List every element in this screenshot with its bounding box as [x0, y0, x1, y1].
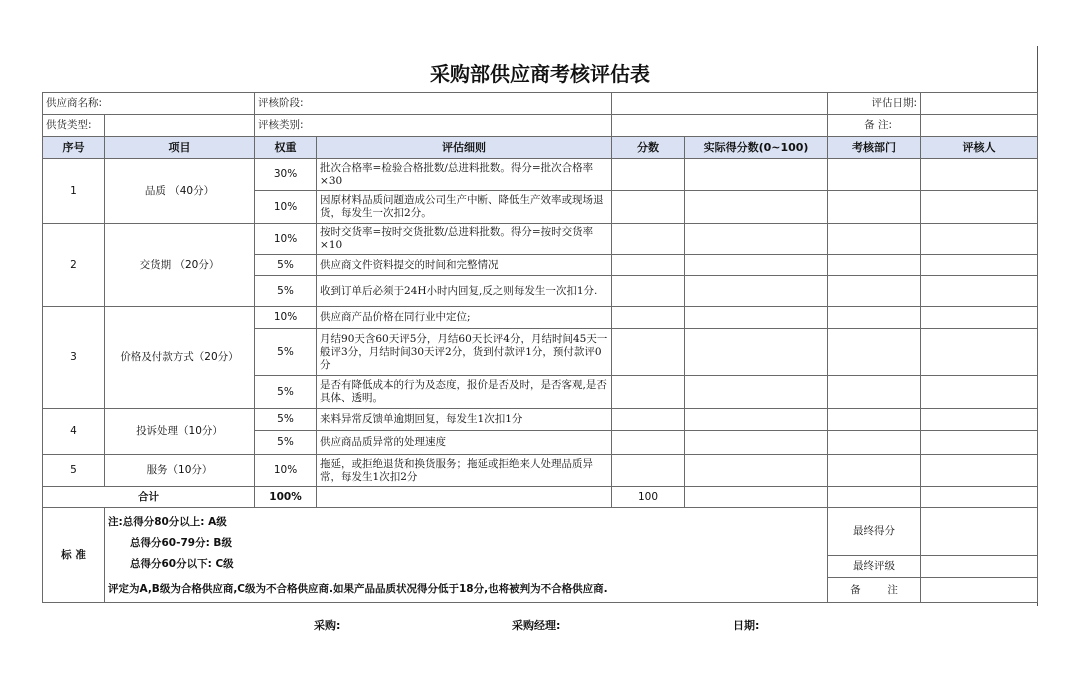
weight-cell: 5% — [255, 276, 317, 307]
actual-score-cell[interactable] — [685, 376, 828, 409]
header-score: 分数 — [612, 137, 685, 159]
actual-score-cell[interactable] — [685, 307, 828, 329]
date-label: 评估日期: — [828, 93, 921, 115]
department-cell[interactable] — [828, 224, 921, 255]
group-no: 1 — [43, 159, 105, 224]
detail-cell: 供应商品质异常的处理速度 — [317, 431, 612, 455]
department-cell[interactable] — [828, 409, 921, 431]
total-row — [43, 487, 1038, 508]
table-row — [43, 409, 1038, 431]
total-reviewer-cell[interactable] — [921, 487, 1038, 508]
page-title: 采购部供应商考核评估表 — [430, 62, 650, 86]
score-cell[interactable] — [612, 255, 685, 276]
supply-type-value-cell[interactable] — [105, 115, 255, 137]
standard-row-3 — [43, 578, 1038, 603]
header-actual-score: 实际得分数(0~100) — [685, 137, 828, 159]
actual-score-cell[interactable] — [685, 409, 828, 431]
category-label: 评核类别: — [255, 115, 612, 137]
score-cell[interactable] — [612, 224, 685, 255]
detail-cell: 按时交货率=按时交货批数/总进料批数。得分=按时交货率×10 — [317, 224, 612, 255]
remark-label: 备 注: — [828, 115, 921, 137]
grade-a-note: 注:总得分80分以上: A级 — [108, 516, 227, 528]
score-cell[interactable] — [612, 409, 685, 431]
reviewer-cell[interactable] — [921, 224, 1038, 255]
group-item: 价格及付款方式（20分） — [105, 307, 255, 409]
score-cell[interactable] — [612, 307, 685, 329]
group-item: 服务（10分） — [105, 455, 255, 487]
detail-cell: 来料异常反馈单逾期回复，每发生1次扣1分 — [317, 409, 612, 431]
total-label: 合计 — [43, 487, 255, 508]
remark-value-cell[interactable] — [921, 115, 1038, 137]
detail-cell: 供应商文件资料提交的时间和完整情况 — [317, 255, 612, 276]
manager-signature-label: 采购经理: — [512, 619, 561, 632]
department-cell[interactable] — [828, 329, 921, 376]
group-no: 5 — [43, 455, 105, 487]
reviewer-cell[interactable] — [921, 431, 1038, 455]
actual-score-cell[interactable] — [685, 329, 828, 376]
final-remark-cell[interactable] — [921, 578, 1038, 603]
supply-type-label: 供货类型: — [43, 115, 105, 137]
reviewer-cell[interactable] — [921, 276, 1038, 307]
reviewer-cell[interactable] — [921, 255, 1038, 276]
stage-value-cell[interactable] — [612, 93, 828, 115]
weight-cell: 30% — [255, 159, 317, 191]
buyer-signature-label: 采购: — [314, 619, 341, 632]
detail-cell: 供应商产品价格在同行业中定位; — [317, 307, 612, 329]
signature-footer — [0, 617, 1080, 633]
score-cell[interactable] — [612, 455, 685, 487]
score-cell[interactable] — [612, 159, 685, 191]
category-value-cell[interactable] — [612, 115, 828, 137]
actual-score-cell[interactable] — [685, 255, 828, 276]
total-department-cell[interactable] — [828, 487, 921, 508]
department-cell[interactable] — [828, 255, 921, 276]
group-item: 交货期 （20分） — [105, 224, 255, 307]
reviewer-cell[interactable] — [921, 409, 1038, 431]
weight-cell: 5% — [255, 431, 317, 455]
table-row — [43, 307, 1038, 329]
final-score-label: 最终得分 — [828, 508, 921, 556]
actual-score-cell[interactable] — [685, 431, 828, 455]
evaluation-table — [42, 92, 1038, 603]
department-cell[interactable] — [828, 431, 921, 455]
group-item: 投诉处理（10分） — [105, 409, 255, 455]
final-grade-cell[interactable] — [921, 556, 1038, 578]
date-signature-label: 日期: — [733, 619, 760, 632]
grade-notes — [105, 508, 828, 578]
table-row — [43, 455, 1038, 487]
score-cell[interactable] — [612, 191, 685, 224]
weight-cell: 10% — [255, 191, 317, 224]
reviewer-cell[interactable] — [921, 376, 1038, 409]
group-no: 3 — [43, 307, 105, 409]
supplier-name-label: 供应商名称: — [43, 93, 255, 115]
total-detail-cell — [317, 487, 612, 508]
group-no: 4 — [43, 409, 105, 455]
info-row-1 — [43, 93, 1038, 115]
table-row — [43, 224, 1038, 255]
detail-cell: 批次合格率=检验合格批数/总进料批数。得分=批次合格率×30 — [317, 159, 612, 191]
table-row — [43, 159, 1038, 191]
header-item: 项目 — [105, 137, 255, 159]
final-grade-label: 最终评级 — [828, 556, 921, 578]
weight-cell: 10% — [255, 307, 317, 329]
weight-cell: 5% — [255, 409, 317, 431]
total-score: 100 — [612, 487, 685, 508]
grade-b-note: 总得分60-79分: B级 — [130, 537, 232, 549]
final-remark-label: 备 注 — [828, 578, 921, 603]
department-cell[interactable] — [828, 376, 921, 409]
info-row-2 — [43, 115, 1038, 137]
weight-cell: 5% — [255, 376, 317, 409]
score-cell[interactable] — [612, 276, 685, 307]
grade-c-note: 总得分60分以下: C级 — [130, 558, 234, 570]
actual-score-cell[interactable] — [685, 455, 828, 487]
reviewer-cell[interactable] — [921, 329, 1038, 376]
actual-score-cell[interactable] — [685, 159, 828, 191]
score-cell[interactable] — [612, 431, 685, 455]
department-cell[interactable] — [828, 455, 921, 487]
total-actual-score-cell[interactable] — [685, 487, 828, 508]
reviewer-cell[interactable] — [921, 455, 1038, 487]
weight-cell: 10% — [255, 455, 317, 487]
weight-cell: 10% — [255, 224, 317, 255]
group-item: 品质 （40分） — [105, 159, 255, 224]
score-cell[interactable] — [612, 329, 685, 376]
grade-rule: 评定为A,B级为合格供应商,C级为不合格供应商.如果产品品质状况得分低于18分,也将被判为不合格供应商. — [105, 578, 828, 603]
detail-cell: 收到订单后必须于24H小时内回复,反之则每发生一次扣1分. — [317, 276, 612, 307]
weight-cell: 5% — [255, 329, 317, 376]
total-weight: 100% — [255, 487, 317, 508]
reviewer-cell[interactable] — [921, 191, 1038, 224]
score-cell[interactable] — [612, 376, 685, 409]
standard-label: 标 准 — [43, 508, 105, 603]
reviewer-cell[interactable] — [921, 307, 1038, 329]
header-weight: 权重 — [255, 137, 317, 159]
header-reviewer: 评核人 — [921, 137, 1038, 159]
detail-cell: 是否有降低成本的行为及态度，报价是否及时，是否客观,是否具体、透明。 — [317, 376, 612, 409]
detail-cell: 月结90天含60天评5分，月结60天长评4分，月结时间45天一般评3分，月结时间30天评2分，货到付款评1分，预付款评0分 — [317, 329, 612, 376]
weight-cell: 5% — [255, 255, 317, 276]
date-value-cell[interactable] — [921, 93, 1038, 115]
header-detail: 评估细则 — [317, 137, 612, 159]
department-cell[interactable] — [828, 276, 921, 307]
detail-cell: 因原材料品质问题造成公司生产中断、降低生产效率或现场退货，每发生一次扣2分。 — [317, 191, 612, 224]
department-cell[interactable] — [828, 191, 921, 224]
header-row — [43, 137, 1038, 159]
detail-cell: 拖延，或拒绝退货和换货服务；拖延或拒绝来人处理品质异常，每发生1次扣2分 — [317, 455, 612, 487]
final-score-cell[interactable] — [921, 508, 1038, 556]
reviewer-cell[interactable] — [921, 159, 1038, 191]
header-no: 序号 — [43, 137, 105, 159]
actual-score-cell[interactable] — [685, 191, 828, 224]
group-no: 2 — [43, 224, 105, 307]
department-cell[interactable] — [828, 307, 921, 329]
header-department: 考核部门 — [828, 137, 921, 159]
department-cell[interactable] — [828, 159, 921, 191]
standard-row-1 — [43, 508, 1038, 556]
stage-label: 评核阶段: — [255, 93, 612, 115]
actual-score-cell[interactable] — [685, 276, 828, 307]
actual-score-cell[interactable] — [685, 224, 828, 255]
